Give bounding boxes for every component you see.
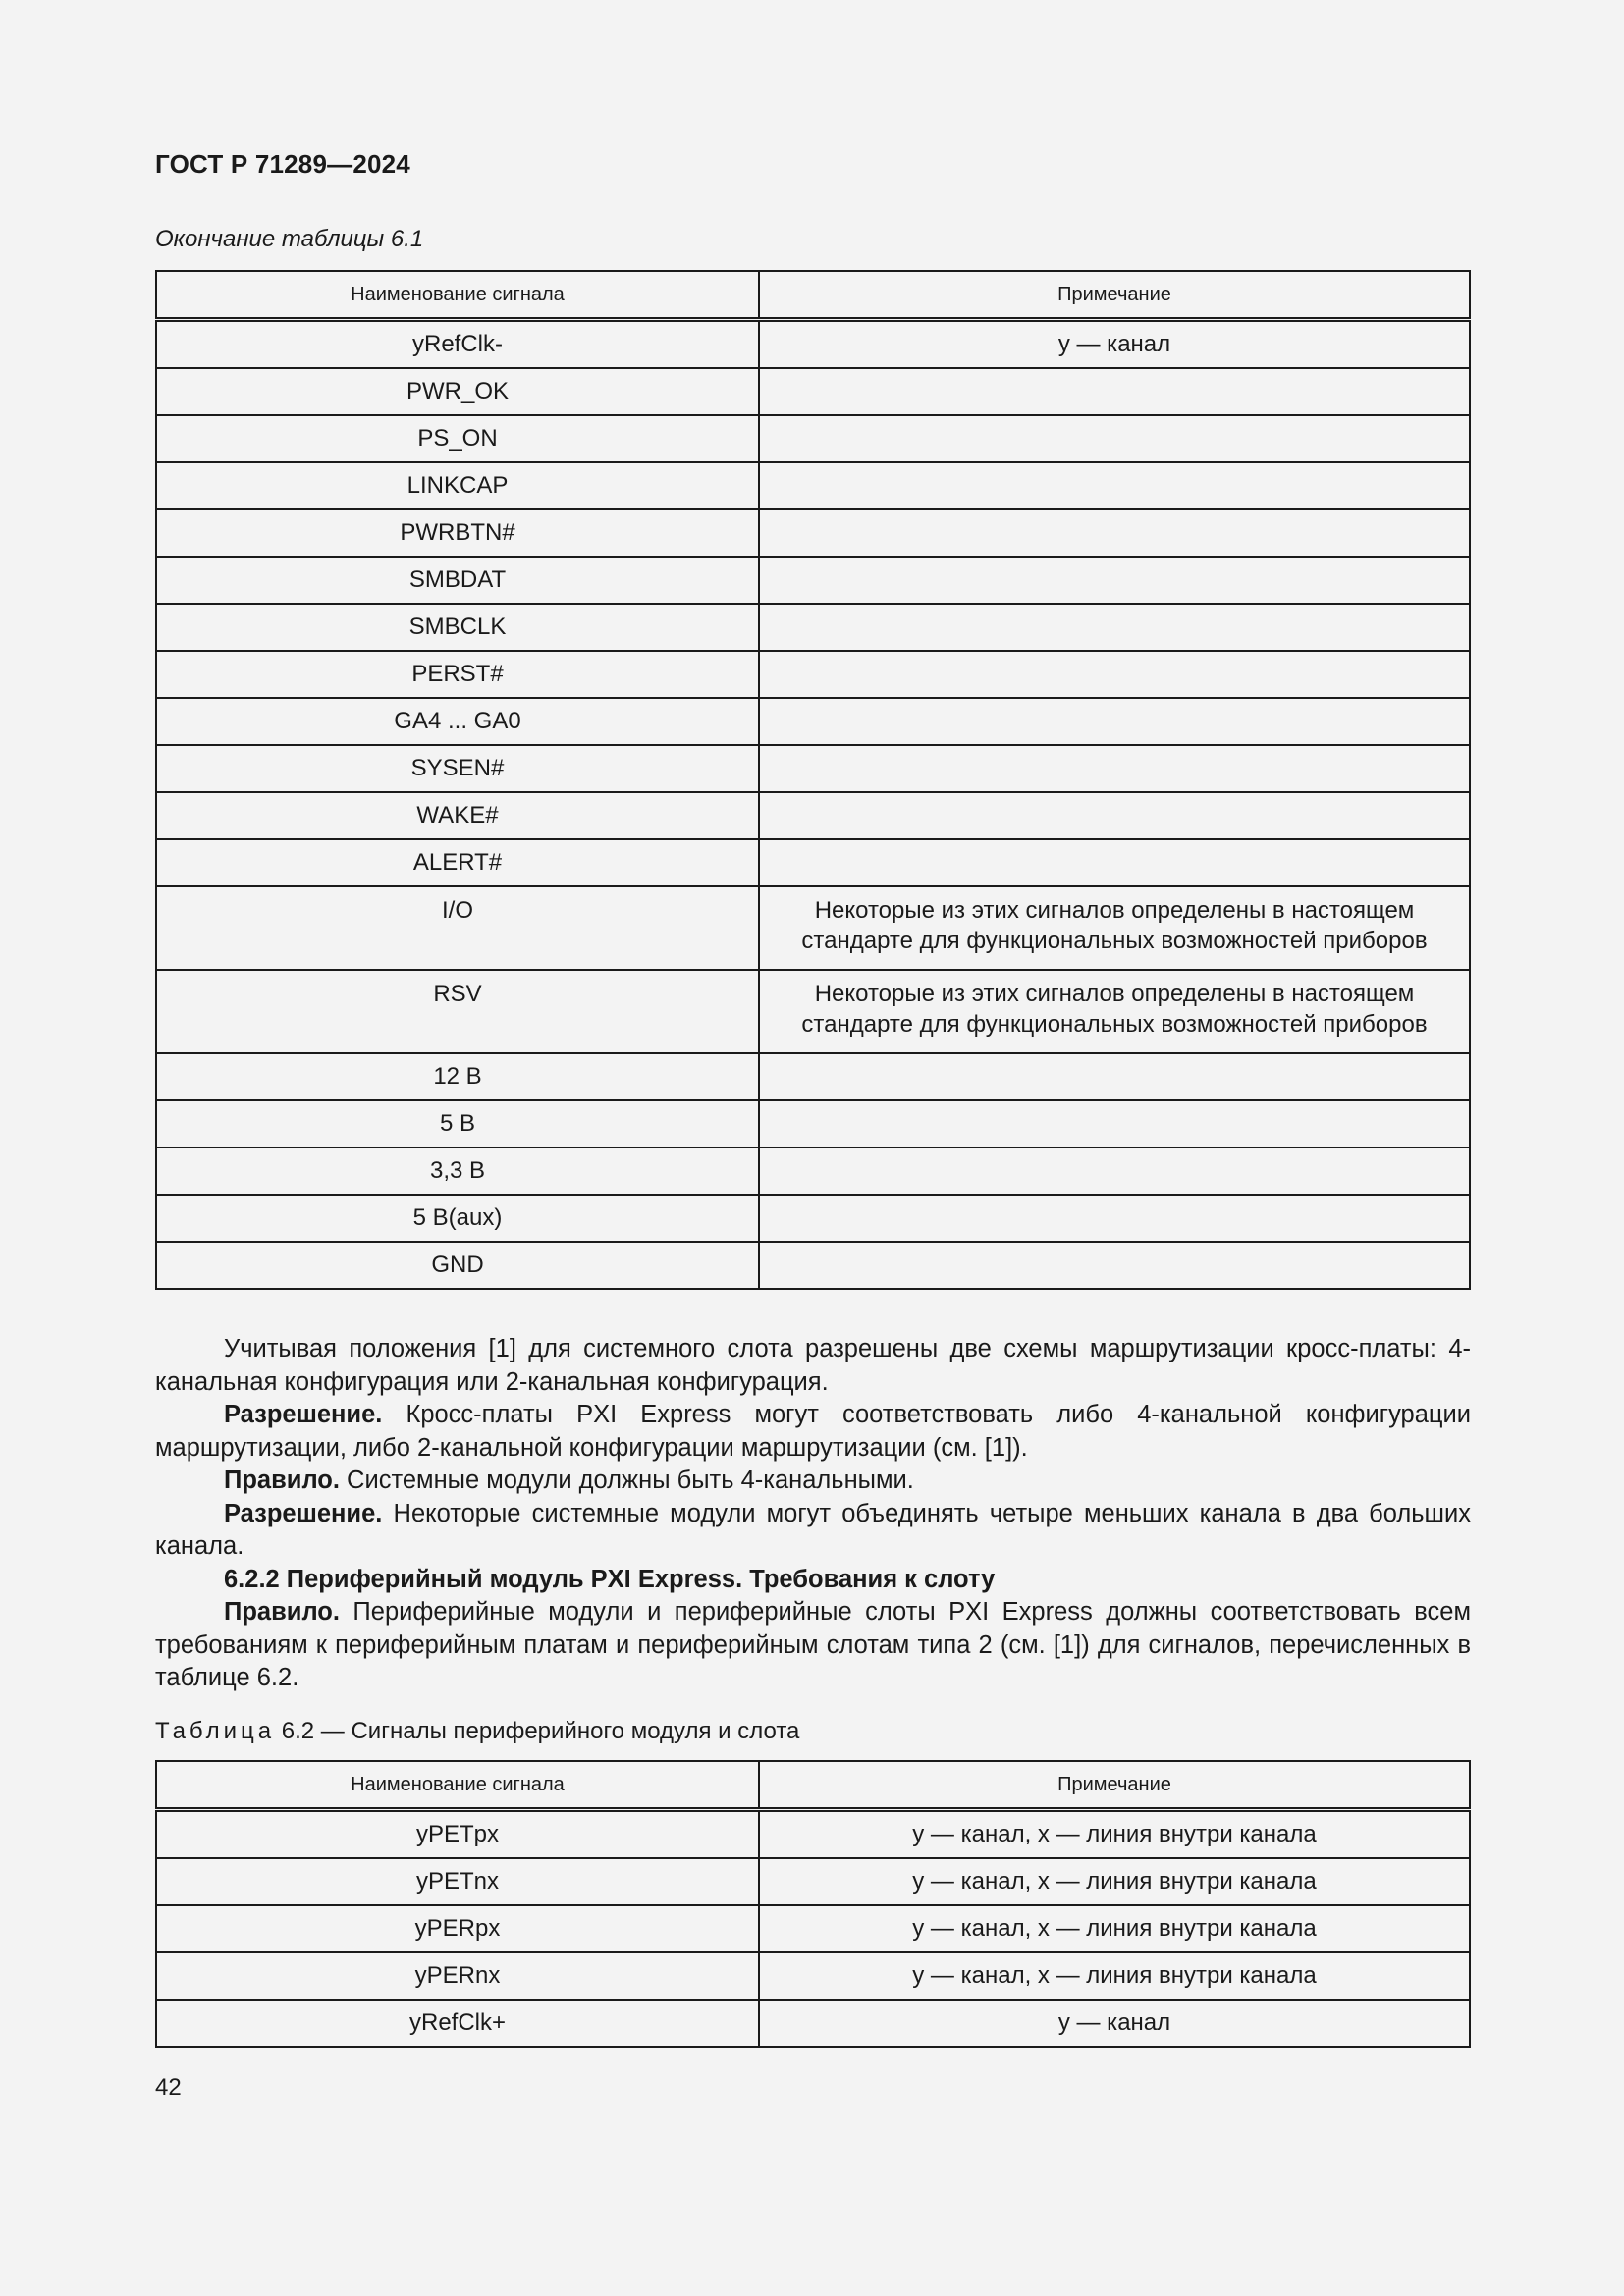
signal-name-cell: PS_ON bbox=[156, 415, 759, 462]
note-cell bbox=[759, 1100, 1470, 1148]
signal-name-cell: SYSEN# bbox=[156, 745, 759, 792]
column-header-note: Примечание bbox=[759, 271, 1470, 320]
table-row bbox=[156, 1858, 1470, 1905]
signal-name-cell: 5 В(aux) bbox=[156, 1195, 759, 1242]
signal-name-cell: LINKCAP bbox=[156, 462, 759, 509]
table-row bbox=[156, 792, 1470, 839]
table-row bbox=[156, 651, 1470, 698]
note-cell bbox=[759, 1148, 1470, 1195]
signal-name-cell: 5 В bbox=[156, 1100, 759, 1148]
table-row bbox=[156, 509, 1470, 557]
note-cell bbox=[759, 839, 1470, 886]
signal-name-cell: yPERnx bbox=[156, 1952, 759, 2000]
note-cell: y — канал, x — линия внутри канала bbox=[759, 1810, 1470, 1859]
signal-name-cell: I/O bbox=[156, 886, 759, 970]
paragraph bbox=[155, 1399, 1471, 1465]
note-cell bbox=[759, 1053, 1470, 1100]
table-row bbox=[156, 839, 1470, 886]
table-row bbox=[156, 604, 1470, 651]
signal-name-cell: GA4 ... GA0 bbox=[156, 698, 759, 745]
note-cell bbox=[759, 557, 1470, 604]
table-row bbox=[156, 1195, 1470, 1242]
section-heading bbox=[155, 1564, 1471, 1597]
table-title-word: Таблица bbox=[155, 1718, 276, 1744]
table-row bbox=[156, 886, 1470, 970]
column-header-signal-name: Наименование сигнала bbox=[156, 1761, 759, 1810]
document-code-header: ГОСТ Р 71289—2024 bbox=[155, 149, 410, 179]
signal-name-cell: 3,3 В bbox=[156, 1148, 759, 1195]
signal-name-cell: SMBCLK bbox=[156, 604, 759, 651]
table-row bbox=[156, 745, 1470, 792]
column-header-signal-name: Наименование сигнала bbox=[156, 271, 759, 320]
signal-name-cell: ALERT# bbox=[156, 839, 759, 886]
table-row bbox=[156, 1100, 1470, 1148]
note-cell: y — канал, x — линия внутри канала bbox=[759, 1905, 1470, 1952]
paragraph-label: Правило. bbox=[224, 1598, 340, 1626]
note-cell bbox=[759, 1195, 1470, 1242]
table-row bbox=[156, 1905, 1470, 1952]
body-text bbox=[155, 1333, 1471, 1695]
note-cell bbox=[759, 698, 1470, 745]
paragraph-label: Разрешение. bbox=[224, 1499, 383, 1527]
section-heading-text: 6.2.2 Периферийный модуль PXI Express. Требования к слоту bbox=[224, 1565, 996, 1593]
table-row bbox=[156, 698, 1470, 745]
note-cell: y — канал bbox=[759, 2000, 1470, 2047]
table-continuation-caption: Окончание таблицы 6.1 bbox=[155, 226, 424, 252]
note-cell bbox=[759, 415, 1470, 462]
paragraph bbox=[155, 1596, 1471, 1695]
table-6-2-title bbox=[155, 1718, 799, 1745]
note-cell bbox=[759, 792, 1470, 839]
signal-name-cell: WAKE# bbox=[156, 792, 759, 839]
table-row bbox=[156, 368, 1470, 415]
note-cell: y — канал bbox=[759, 320, 1470, 369]
table-row bbox=[156, 1242, 1470, 1289]
signal-name-cell: yRefClk+ bbox=[156, 2000, 759, 2047]
table-row bbox=[156, 1148, 1470, 1195]
note-cell: Некоторые из этих сигналов определены в настоящем стандарте для функциональных возможностей приборов bbox=[759, 886, 1470, 970]
note-cell bbox=[759, 509, 1470, 557]
column-header-note: Примечание bbox=[759, 1761, 1470, 1810]
signal-name-cell: 12 В bbox=[156, 1053, 759, 1100]
signal-name-cell: PWR_OK bbox=[156, 368, 759, 415]
paragraph: Учитывая положения [1] для системного слота разрешены две схемы маршрутизации кросс-платы: 4-канальная конфигурация или 2-канальная конфигурация. bbox=[155, 1335, 1471, 1396]
note-cell bbox=[759, 1242, 1470, 1289]
paragraph-label: Разрешение. bbox=[224, 1401, 383, 1428]
paragraph-text: Периферийные модули и периферийные слоты PXI Express должны соответствовать всем требованиям к периферийным платам и периферийным слотам типа 2 (см. [1]) для сигналов, перечисленных в таблице 6.2. bbox=[155, 1598, 1471, 1691]
signal-name-cell: PERST# bbox=[156, 651, 759, 698]
table-row bbox=[156, 1810, 1470, 1859]
note-cell: y — канал, x — линия внутри канала bbox=[759, 1858, 1470, 1905]
paragraph-label: Правило. bbox=[224, 1467, 340, 1494]
table-row bbox=[156, 320, 1470, 369]
paragraph-text: Кросс-платы PXI Express могут соответствовать либо 4-канальной конфигурации маршрутизации, либо 2-канальной конфигурации маршрутизации (см. [1]). bbox=[155, 1401, 1471, 1462]
note-cell: Некоторые из этих сигналов определены в настоящем стандарте для функциональных возможностей приборов bbox=[759, 970, 1470, 1053]
paragraph bbox=[155, 1498, 1471, 1564]
table-row bbox=[156, 970, 1470, 1053]
note-cell bbox=[759, 745, 1470, 792]
page-number: 42 bbox=[155, 2074, 182, 2101]
signal-name-cell: yPETnx bbox=[156, 1858, 759, 1905]
table-row bbox=[156, 415, 1470, 462]
signal-name-cell: RSV bbox=[156, 970, 759, 1053]
table-title-text: 6.2 — Сигналы периферийного модуля и слота bbox=[275, 1718, 800, 1744]
signal-name-cell: SMBDAT bbox=[156, 557, 759, 604]
note-cell bbox=[759, 462, 1470, 509]
table-row bbox=[156, 1952, 1470, 2000]
signals-table-6-1 bbox=[155, 270, 1471, 1290]
note-cell bbox=[759, 604, 1470, 651]
signal-name-cell: GND bbox=[156, 1242, 759, 1289]
signal-name-cell: PWRBTN# bbox=[156, 509, 759, 557]
table-row bbox=[156, 1053, 1470, 1100]
signal-name-cell: yPETpx bbox=[156, 1810, 759, 1859]
table-row bbox=[156, 2000, 1470, 2047]
paragraph bbox=[155, 1465, 1471, 1498]
signal-name-cell: yPERpx bbox=[156, 1905, 759, 1952]
paragraph-text: Некоторые системные модули могут объединять четыре меньших канала в два больших канала. bbox=[155, 1499, 1471, 1560]
note-cell: y — канал, x — линия внутри канала bbox=[759, 1952, 1470, 2000]
table-row bbox=[156, 557, 1470, 604]
note-cell bbox=[759, 651, 1470, 698]
signal-name-cell: yRefClk- bbox=[156, 320, 759, 369]
table-row bbox=[156, 462, 1470, 509]
note-cell bbox=[759, 368, 1470, 415]
signals-table-6-2 bbox=[155, 1760, 1471, 2048]
paragraph-text: Системные модули должны быть 4-канальными. bbox=[339, 1467, 914, 1494]
